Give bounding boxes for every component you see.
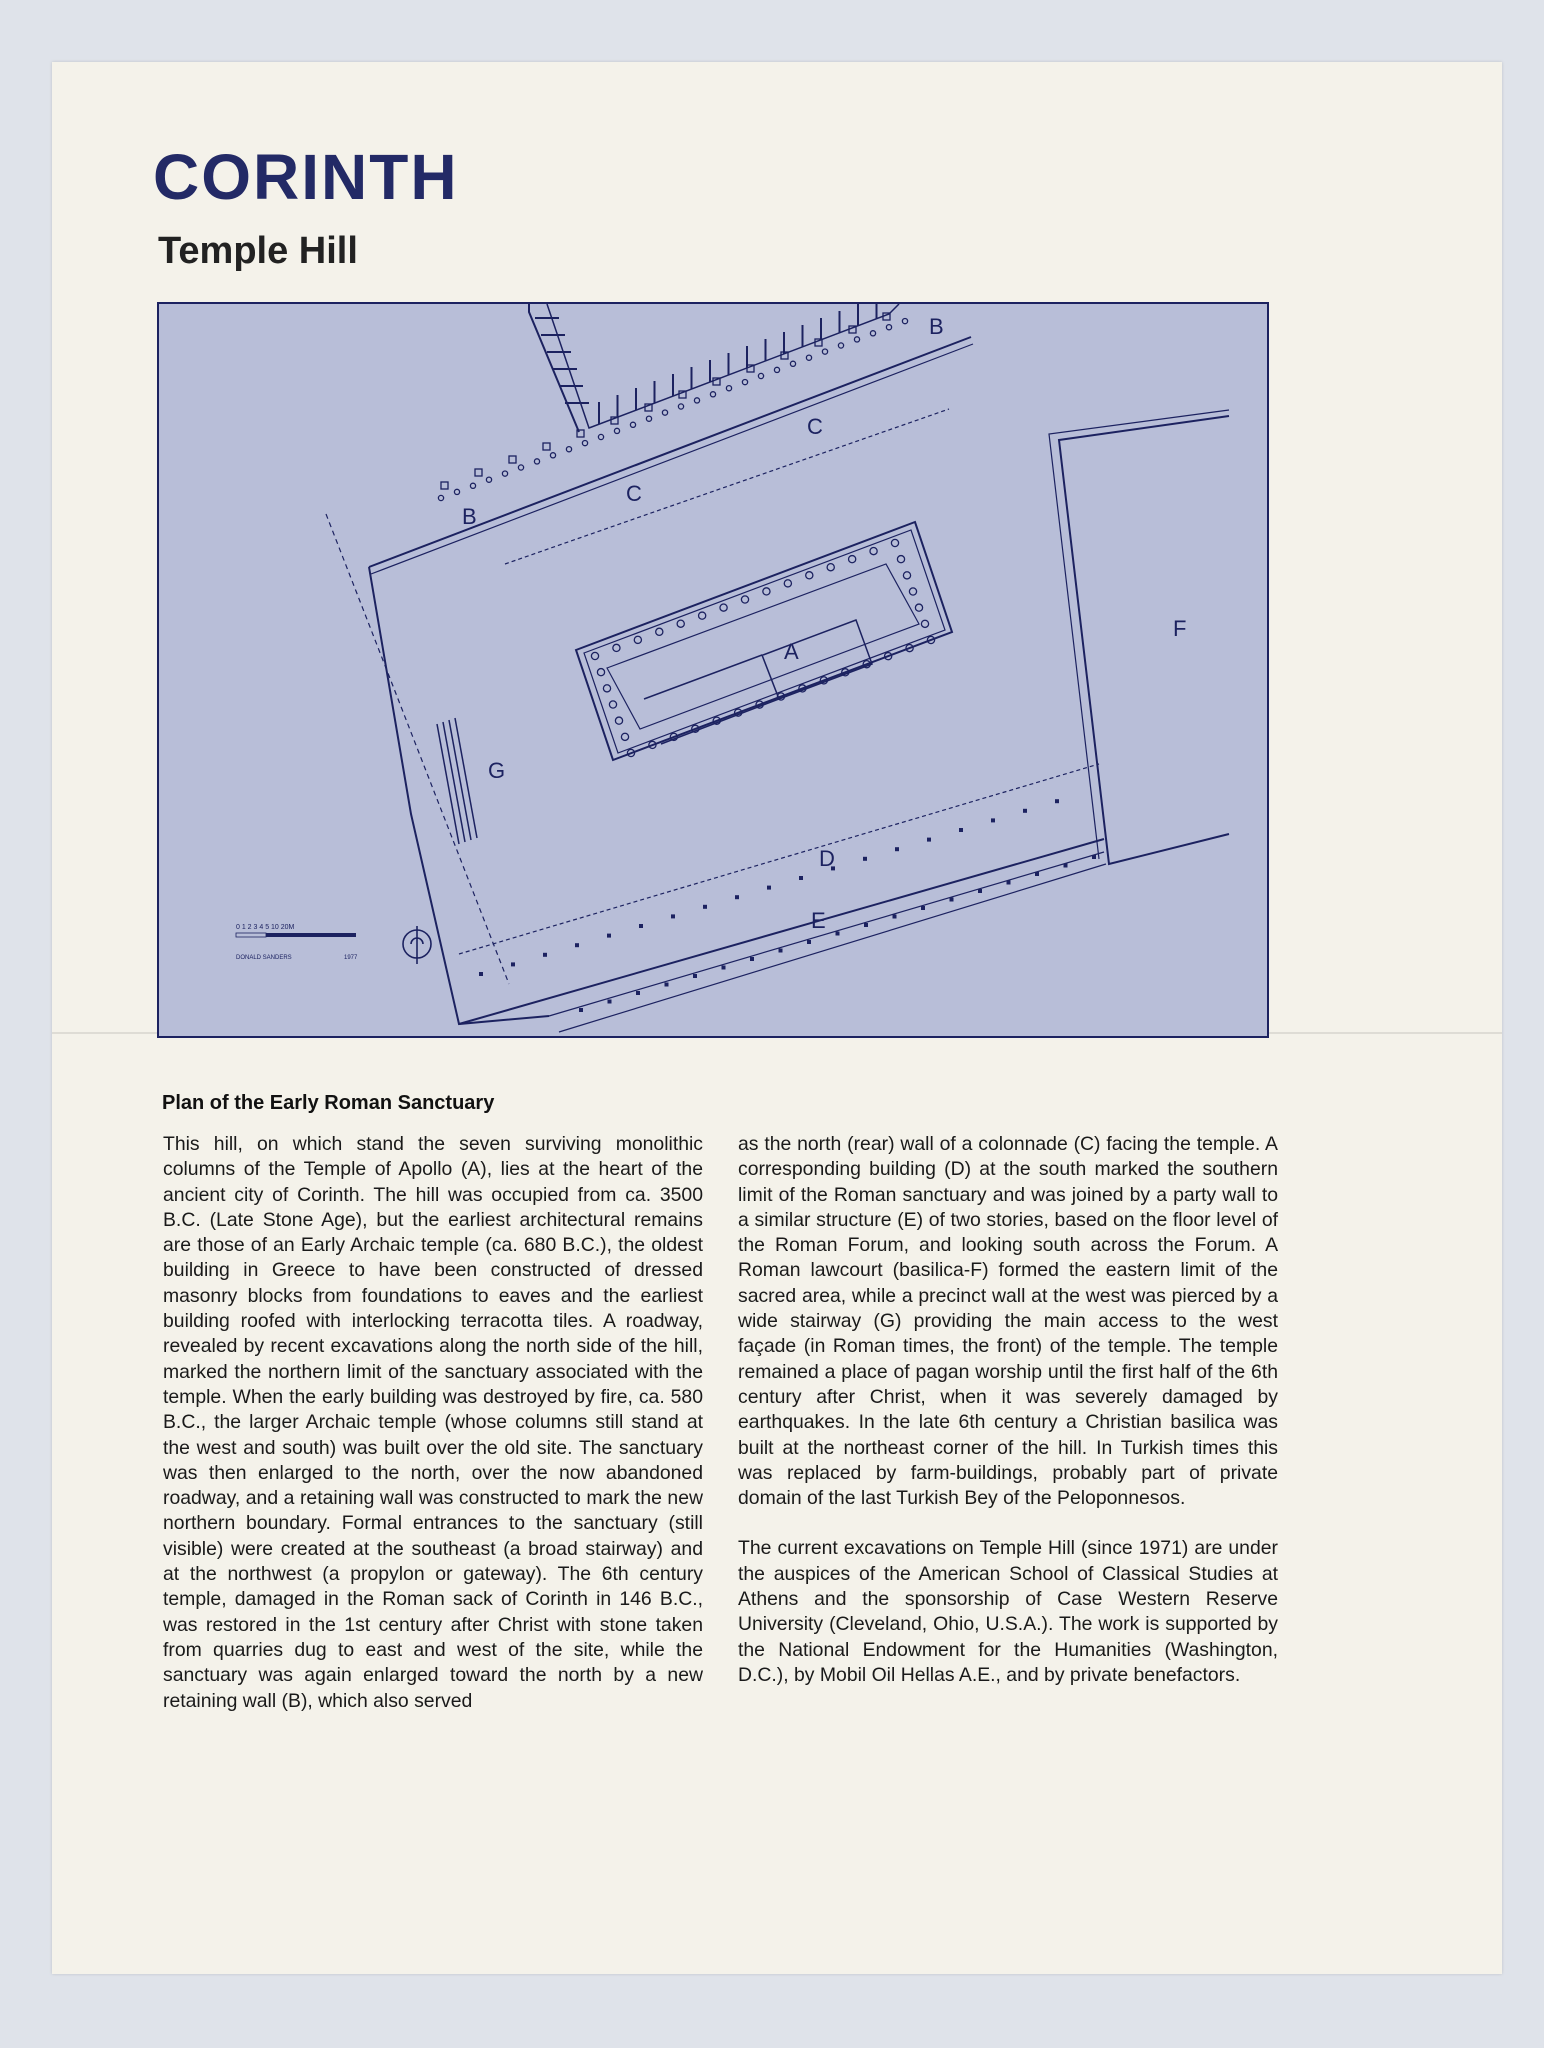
body-column-right: [738, 1132, 1278, 1713]
page-title: CORINTH: [153, 141, 459, 213]
plan-caption: Plan of the Early Roman Sanctuary: [162, 1092, 495, 1114]
temple-a: [576, 522, 952, 760]
body-paragraph: as the north (rear) wall of a colonnade (C) facing the temple. A corresponding building (D) at the south marked the southern limit of the Roman sanctuary and was joined by a party wall to a similar structure (E) of two stories, based on the floor level of the Roman Forum, and looking south across the Forum. A Roman lawcourt (basilica-F) formed the eastern limit of the sacred area, while a precinct wall at the west was pierced by a wide stairway (G) providing the main access to the west façade (in Roman times, the front) of the temple. The temple remained a place of pagan worship until the first half of the 6th century after Christ, when it was severely damaged by earthquakes. In the late 6th century a Christian basilica was built at the northeast corner of the hill. In Turkish times this was replaced by farm-buildings, probably part of private domain of the last Turkish Bey of the Peloponnesos.: [738, 1133, 1278, 1510]
label-b-top: B: [929, 314, 944, 339]
label-c-right: C: [807, 414, 823, 439]
body-paragraph: This hill, on which stand the seven surviving monolithic columns of the Temple of Apollo (A), lies at the heart of the ancient city of Corinth. The hill was occupied from ca. 3500 B.C. (Late Stone Age), but the earliest architectural remains are those of an Early Archaic temple (ca. 680 B.C.), the oldest building in Greece to have been constructed of dressed masonry blocks from foundations to eaves and the earliest building roofed with interlocking terracotta tiles. A roadway, revealed by recent excavations along the north side of the hill, marked the northern limit of the sanctuary associated with the temple. When the early building was destroyed by fire, ca. 580 B.C., the larger Archaic temple (whose columns still stand at the west and south) was built over the old site. The sanctuary was then enlarged to the north, over the now abandoned roadway, and a retaining wall was constructed to mark the new northern boundary. Formal entrances to the sanctuary (still visible) were created at the southeast (a broad stairway) and at the northwest (a propylon or gateway). The 6th century temple, damaged in the Roman sack of Corinth in 146 B.C., was restored in the 1st century after Christ with stone taken from quarries dug to east and west of the site, while the sanctuary was again enlarged toward the north by a new retaining wall (B), which also served: [163, 1133, 703, 1712]
svg-text:0 1 2 3 4 5 10 20M: 0 1 2 3 4 5 10 20M: [236, 924, 295, 931]
basilica-f-walls: [1049, 410, 1229, 864]
label-c-left: C: [626, 481, 642, 506]
body-column-left: [163, 1132, 703, 1739]
page-subtitle: Temple Hill: [158, 230, 358, 272]
label-e: E: [811, 908, 826, 933]
site-plan-drawing: [159, 304, 1267, 1036]
label-b-left: B: [462, 504, 477, 529]
wall-b: [369, 337, 971, 567]
svg-text:1977: 1977: [344, 955, 358, 961]
body-paragraph: The current excavations on Temple Hill (since 1971) are under the auspices of the American School of Classical Studies at Athens and the sponsorship of Case Western Reserve University (Cleveland, Ohio, U.S.A.). The work is supported by the National Endowment for the Humanities (Washington, D.C.), by Mobil Oil Hellas A.E., and by private benefactors.: [738, 1537, 1278, 1686]
label-f: F: [1173, 616, 1187, 641]
label-a: A: [784, 639, 799, 664]
site-plan: [157, 302, 1269, 1038]
north-arrow-icon: [403, 926, 431, 964]
label-g: G: [488, 758, 506, 783]
west-precinct-wall: [369, 567, 549, 1024]
label-d: D: [819, 846, 835, 871]
stairway-g: [437, 718, 477, 844]
svg-text:DONALD SANDERS: DONALD SANDERS: [236, 955, 292, 961]
buildings-d-e: [459, 764, 1106, 1032]
scale-bar: [236, 924, 358, 961]
